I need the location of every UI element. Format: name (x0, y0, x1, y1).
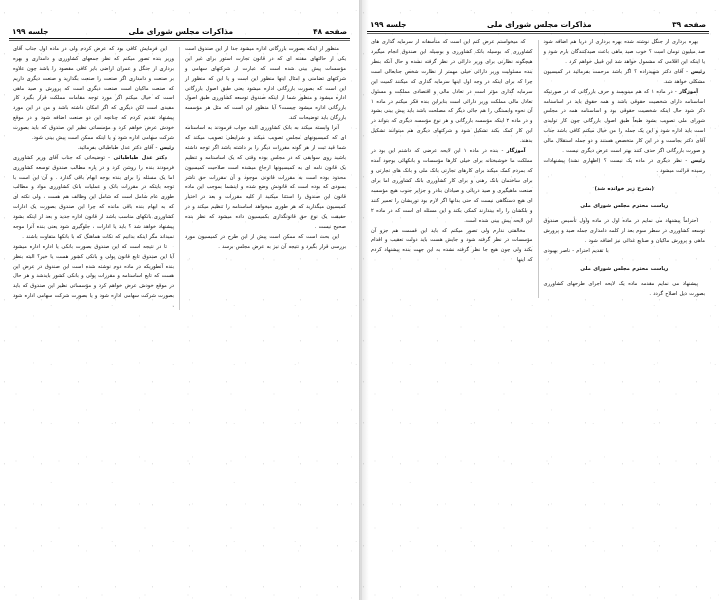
text-columns-right-page (8, 45, 351, 312)
paragraph: مخالفتی ندارم ولی تصور میکنم که باید این قسمت هم جزو آن مؤسسات در نظر گرفته شود و جایش هست باید دولت تعقیب و اقدام بکند ولی چون هیچ جا نظر گرفته نشده به این جهت بنده پیشنهاد کردم که اینها (371, 227, 533, 264)
speaker-line-chairman-2: رئیس - آقای دکتر شهیدزاده ؟ اگر باشد مرحمت بفرمائید در کمیسیون مشکلی خواهد شد. (543, 68, 705, 85)
paragraph: بهره برداری از جنگل نوشته شده بهره برداری از دریا هم اضافه شود صد میلیون تومان است ؟ خوب صید ماهی باعث صیدکنندگان بارم شود و یا اینکه این اقلامی که مشمول خواهد شد این قبیل خواهم کرد . (543, 39, 705, 65)
speaker-line-chairman: رئیس - آقای دکتر عدل طباطبائی بفرمائید. (77, 144, 174, 151)
motion-text-1: احتراماً پیشنهاد می نمایم در ماده اول در ماده واول تأسیس صندوق توسعه کشاورزی در سطر سوم بعد از کلمه دامداری جمله صید و پرورش ماهی و پرورش ماکیان و صنایع غذائی نیز اضافه شود . (543, 218, 705, 245)
running-head-left-page (366, 20, 710, 31)
page-right (0, 0, 359, 600)
addressee-heading-2: ریاست محترم مجلس شورای ملی (580, 265, 669, 272)
column-right-of-left-page (366, 38, 538, 300)
header-rule-right (9, 38, 350, 39)
speaker-line-amouzegar: آموزگار - بنده در ماده ۱ این لایحه عرضی که داشتم این بود در مملکت ما خوشبختانه برای خیلی کارها مؤسسات و بانکهائی بوجود آمده که بمردم کمک میکند برای کارهای تجارتی بانک ملی و بانک های تجارتی و برای ساختمان بانک رهنی و برای کار کشاورزی بانک کشاورزی اما برای صنعت ماهیگیری و صید دریائی و صیادان بنادر و جزایر جنوب هیچ مؤسسه ای هیچ دستگاهی نیست که حتی بدانها اگر لازم بود توریشان را تعمیر کنند و بلکشان را راه بیندازند کمکی بکند و این مسئله ای است که در ماده ۲ این لایحه پیش بینی شده است. (371, 148, 533, 224)
paragraph: منظور از اینکه بصورت بازرگانی اداره میشود جدا از این صندوق است یکی از حالتهای مقننه ای که در قانون تجارت استور برای غیر این مؤسسات پیش بینی شده است که عبارت از شرکتهای سهامی و شرکتهای تضامنی و امثال اینها منظور این است و یا این که منظور از این است که بصورت بازرگانی اداره میشود یعنی طبق اصول بازرگانی اداره میشود و منظور شما از اینکه صندوق توسعه کشاورزی طبق اصول بازرگانی اداره میشود چیست؟ آیا منظور این است که مثل هر مؤسسه بازرگان باید توضیحات کند. (185, 46, 346, 122)
speaker-line-amouzegar-2: آموزگار - در ماده ۱ که هم مینویسد و حرف بازرگانی که در صورتیکه اساسنامه دارای شخصیت حقوقی باشد و همه حقوق باید در اساسنامه ذکر شود حال اینکه شخصیت حقوقی بود و اساسنامه همه در مجلس شورای ملی تصویب بشود طبعاً طبق اصول بازرگانی چون کار تولیدی است باید اداره شود و این یک جمله را من خیال میکنم کافی باشد جناب آقای دکتر بجاست و در این کار متخصص هستند و دو جمله استقلال مالی و صورت بازرگانی اگر حذف کنند بهتر است عرض دیگری نیست . (543, 88, 705, 155)
paragraph: آنرا وابسته میکند به بانک کشاورزی البته جواب فرمودند به اساسنامه ای که کمیسیونهای مجلس تصویب میکند و شرایطی تصویب میکند که شما قید ثبت از هر گونه مقررات دیگر را بر داشته باشد اگر توجه داشته باشید روی سوابقی که در مجلس بوده وقتی که یک اساسنامه و تنظیم یک قانون نامه ای به کمیسیونها ارجاع میشده است صلاحیت کمیسیون محدود بوده است به مقررات قانونی موجود و آن مقررات حق ناشر بسودی که بوده است که قانونش وضع شده و اینشما بموجب این ماده قانون این صندوق را استثنا میکنید از کلیه مقررات و بعد در اختیار کمیسیون میگذارید که هر طوری میخواهد اساسنامه را تنظیم میکند و در حقیقت یک نوع حق قانونگذاری بکمیسیون داده میشود که نظر بنده صحیح نیست . (185, 125, 346, 231)
page-left (359, 0, 719, 600)
paragraph: که میخواستم عرض کنم این است که متأسفانه از سرمایه گذاری های کشاورزی که بوسیله بانک کشاورزی و بوسیله این صندوق انجام میگیرد هیچگونه نظارتی برای وزیر دارائی در نظر گرفته نشده و حال آنکه بنظر بنده مسئولیت وزیر دارائی خیلی مهمتر از نظارت شخص جنابعالی است چرا که برای اینکه در وجه اول اینها سرمایه گذاری که میکنند کمیت این سرمایه گذاری مؤثر است در تعادل مالی و اقتصادی مملکت و مسئول تعادل مالی مملکت وزیر دارائی است بنابراین بنده فکر میکنم در ماده ۱ آن نحوه وابستگی را هم جائی دیگر که مصلحت باشد باید پیش بینی بشود و در ماده ۲ اینکه مؤسسه بازرگانی و هر نوع مؤسسه دیگری که بتواند در این کار کمک بکند تشکیل شود و شرکتهای دیگری هم میتوانند تشکیل بدهند. (371, 39, 533, 145)
column-left-of-left-page (539, 38, 711, 300)
page-number-left: صفحه ۳۹ (672, 20, 706, 29)
signature-1: با تقدیم احترام - ناصر بهبودی (543, 247, 609, 254)
motion-text-2: پیشنهاد می نمایم مقدمه ماده یک لایحه اجرای طرحهای کشاورزی بصورت ذیل اصلاح گردد . (543, 281, 705, 297)
header-rule-left (367, 31, 709, 32)
running-head-right-page (8, 27, 351, 38)
text-columns-left-page (366, 38, 710, 300)
speaker-line-chairman-3: رئیس - نظر دیگری در ماده یک نیست ؟ (اظهاری نشد) پیشنهادات رسیده قرائت میشود . (543, 158, 706, 174)
scan-edge-shadow (359, 0, 369, 600)
paragraph: این فرمایش کافی بود که عرض کردم ولی در ماده اول جناب آقای وزیر بنده تصور میکنم که نظر جمعهای کشاورزی و دامداری و بهره برداری از جنگل و عمران اراضی بایر کافی مقصود را باشد چون علاوه بر صنعت و دامداری اگر صنعت را صنعت بگذارید و صنعت دیگری داریم که صنعت ماکیان است صنعت دیگری است که پرورش و صید ماهی است که خیال میکنم اگر مورد توجه مقامات مملکت قرار بگیرد کار مفیدی است لکن دیگری که اگر امکان داشته باشد و من در این مورد پیشنهاد تقدیم کردم که چنانچه این دو صنعت اضافه شود و در موقع خودش عرض خواهم کرد و مؤسساتی نظیر این صندوق که باید بصورت شرکت سهامی اداره شود و یا اینکه ممکن است پیش بینی شود. (13, 46, 174, 142)
publication-title-right: مذاکرات مجلس شورای ملی (128, 27, 234, 36)
session-number-left: جلسه ۱۹۹ (370, 20, 407, 29)
publication-title-left: مذاکرات مجلس شورای ملی (486, 20, 592, 29)
session-number-right: جلسه ۱۹۹ (12, 27, 49, 36)
column-right-of-right-page (8, 45, 179, 312)
speaker-line-adl-tabatabai: دکتر عدل طباطبائی - توضیحاتی که جناب آقای وزیر کشاورزی فرمودند بنده را روشن کرد و در پاره مطالب صندوق توسعه کشاورزی اما یک مسئله را برای بنده بوجه ابهام باقی گذارد . و آن این است با توجه بایتکه در مقررات بانک و عملیات بانک کشاورزی مواد و مطالب طوری عام شامل است که شامل این وظائف هم هست ، ولی نکته ای که به ابهام بنده باقی مانده که چرا این صندوق بصورت یک ادارات کشاورزی بانکهای مناسب باشد از قانون اداره جدید و بعد از اینکه بشود پیشنهاد خواهد شد ؟ باید یا ادارات ، جلوگیری شود یعنی بنده آنرا موجه نمیداند مگر اینکه بدانیم که نکات هماهنگ که با بانکها متفاوت باشند . (13, 154, 174, 240)
page-number-right: صفحه ۴۸ (313, 27, 347, 36)
column-divider-left-page (538, 40, 539, 298)
addressee-heading-1: ریاست محترم مجلس شورای ملی (580, 203, 669, 210)
column-divider-right-page (179, 47, 180, 310)
header-rule-thin-left (367, 33, 709, 34)
read-aloud-note: (بشرح زیر خوانده شد) (594, 185, 654, 192)
paragraph: تا در نتیجه است که این صندوق بصورت بانکی یا اداره اداره میشود آیا این صندوق تابع قانون پولی و بانکی کشور هست یا خیر؟ البته بنظر بنده آنطوریکه در ماده دوم نوشته شده است این صندوق در عرض این هست که تابع اساسنامه و مقررات پولی و بانکی کشور بایدشد و هر حال در موقع خودش عرض خواهم کرد و مؤسساتی نظیر این صندوق که باید بصورت شرکت سهامی اداره شود و یا بصورت شرکت سهامی اداره شود . (13, 243, 174, 310)
paragraph: این بحث است که ممکن است پیش از این طرح در کمیسیون مورد بررسی قرار بگیرد و نتیجه آن نیز به عرض مجلس برسد . (185, 233, 346, 250)
header-rule-thin-right (9, 40, 350, 41)
column-left-of-right-page (180, 45, 351, 312)
